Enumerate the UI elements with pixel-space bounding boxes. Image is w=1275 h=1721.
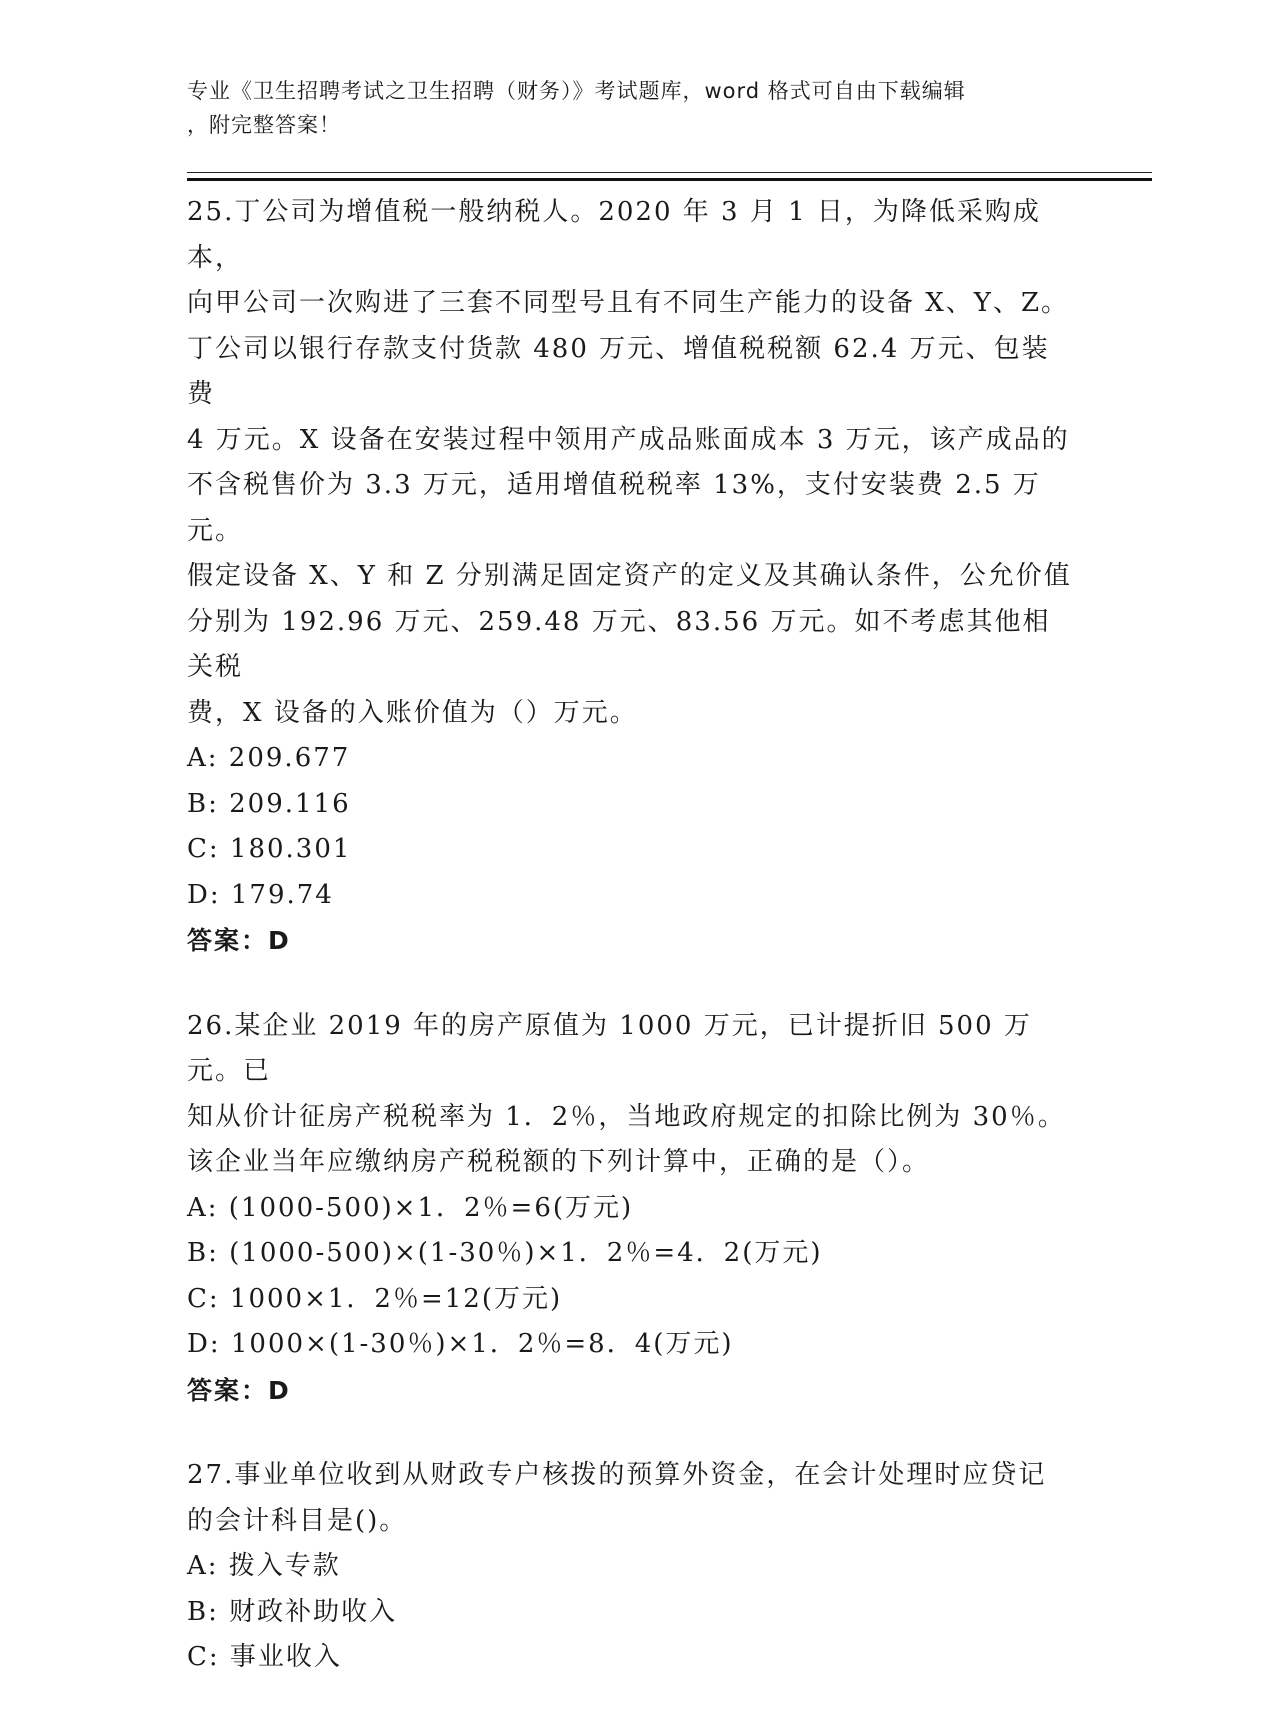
option-a: A: 209.677 <box>187 743 351 773</box>
question-text-line: 假定设备 X、Y 和 Z 分别满足固定资产的定义及其确认条件，公允价值 <box>187 561 1072 591</box>
answer: 答案：D <box>187 1375 291 1405</box>
option-b: B: (1000-500)×(1-30％)×1．2％=4．2(万元) <box>187 1238 823 1268</box>
question-25 <box>187 190 1077 964</box>
option-b: B: 209.116 <box>187 788 351 819</box>
question-26 <box>187 1004 1077 1414</box>
question-text-line: 该企业当年应缴纳房产税税额的下列计算中，正确的是（）。 <box>187 1147 931 1177</box>
option-d: D: 179.74 <box>187 879 334 910</box>
question-text-line: 26.某企业 2019 年的房产原值为 1000 万元，已计提折旧 500 万元。已 <box>187 1010 1032 1086</box>
answer: 答案：D <box>187 926 291 955</box>
option-d: D: 1000×(1-30％)×1．2％=8．4(万元) <box>187 1329 734 1359</box>
header-divider-thick <box>187 178 1152 181</box>
option-a: A: (1000-500)×1．2％=6(万元) <box>187 1192 634 1223</box>
question-text-line: 知从价计征房产税税率为 1．2％，当地政府规定的扣除比例为 30％。 <box>187 1101 1066 1132</box>
question-text-line: 27.事业单位收到从财政专户核拨的预算外资金，在会计处理时应贷记 <box>187 1460 1047 1490</box>
header-line-1: 专业《卫生招聘考试之卫生招聘（财务）》考试题库，word 格式可自由下载编辑 <box>187 79 966 103</box>
question-text-line: 丁公司以银行存款支付货款 480 万元、增值税税额 62.4 万元、包装费 <box>187 333 1050 409</box>
option-c: C: 事业收入 <box>187 1642 342 1672</box>
question-text-line: 费，X 设备的入账价值为（）万元。 <box>187 697 638 728</box>
question-text-line: 25.丁公司为增值税一般纳税人。2020 年 3 月 1 日，为降低采购成本， <box>187 197 1041 273</box>
question-27 <box>187 1453 1077 1681</box>
question-text-line: 4 万元。X 设备在安装过程中领用产成品账面成本 3 万元，该产成品的 <box>187 424 1070 455</box>
question-text-line: 的会计科目是()。 <box>187 1505 408 1536</box>
question-text-line: 分别为 192.96 万元、259.48 万元、83.56 万元。如不考虑其他相关税 <box>187 606 1051 682</box>
document-header <box>187 74 1067 142</box>
question-text-line: 不含税售价为 3.3 万元，适用增值税税率 13%，支付安装费 2.5 万元。 <box>187 470 1041 546</box>
question-text-line: 向甲公司一次购进了三套不同型号且有不同生产能力的设备 X、Y、Z。 <box>187 288 1070 318</box>
header-line-2: ，附完整答案！ <box>187 113 341 137</box>
option-c: C: 180.301 <box>187 834 352 864</box>
option-a: A: 拨入专款 <box>187 1551 341 1581</box>
question-list <box>187 190 1077 1721</box>
option-c: C: 1000×1．2％=12(万元) <box>187 1283 563 1314</box>
header-divider-thin <box>187 172 1152 173</box>
option-b: B: 财政补助收入 <box>187 1596 398 1627</box>
